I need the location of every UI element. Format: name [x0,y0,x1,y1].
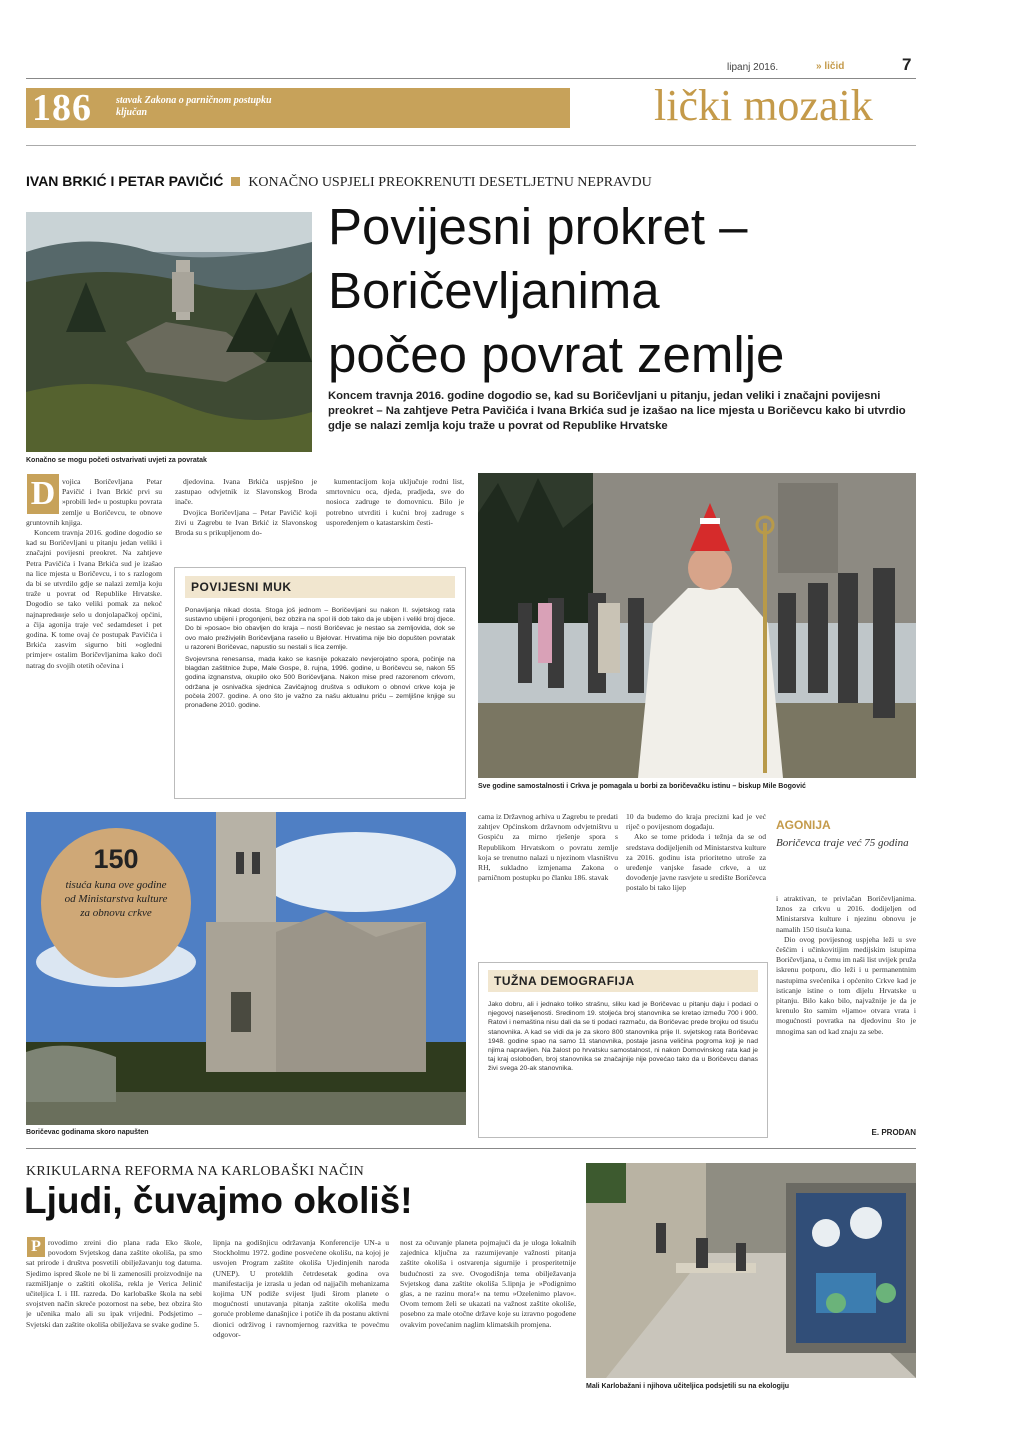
header-section-tag: » ličid [816,61,845,72]
badge-number: 150 [93,844,139,874]
title-line-3: počeo povrat zemlje [328,326,785,383]
box1-p1: Ponavljanja nikad dosta. Stoga još jednom – Boričevljani su nakon II. svjetskog rata sustavno ubijeni i progonjeni, bez obzira na spol ili dob tako da je ubijen i veliki broj djece. Do bi »posao« bio obavljen do kraja – nosti Boričevac je nestao sa zemljovida, dok se ovo malo preživjelih Boričevljana raselio u Bjelovar. Hrvatima nije bio dopušten povratak u razoreni Boričevac, napustio su nestali s lica zemlje. [185,607,455,651]
section-divider [26,1148,916,1149]
badge-150 [41,828,191,978]
header-number: 186 [32,87,92,129]
kids-photo-illustration [586,1163,916,1378]
agonija-title: AGONIJA [776,818,831,832]
box2-title: TUŽNA DEMOGRAFIJA [488,970,758,992]
col2-p1: djedovina. Ivana Brkića uspješno je zastupao odvjetnik iz Slavonskog Broda inače. [175,477,317,507]
box1-p2: Svojevrsna renesansa, mada kako se kasnije pokazalo nevjerojatno spora, počinje na blagdan zaštitnice župe, Male Gospe, 8. rujna, 1996. godine, u Boričevcu se, nakon 55 godina izgnanstva, okupilo oko 500 Boričevljana. Nakon mise pred razorenom crkvom, održana je osnivačka sjednica Zavičajnog društva s odlukom o obnovi crkve koja je počela 2007. godine. A ono što je važno za našu aktualnu priču – zemljišne knjige su pronađene 2010. godine. [185,656,455,710]
header-rule [26,78,916,79]
article1-title [328,195,784,387]
article1-kicker [26,173,652,191]
article1-photo-landscape [26,212,312,452]
article1-col4 [478,812,618,958]
col1-intro-float [26,477,62,517]
box-povijesni-muk [174,567,466,799]
box1-title: POVIJESNI MUK [185,576,455,598]
landscape-photo-illustration [26,212,312,452]
photo4-caption: Mali Karlobažani i njihova učiteljica podsjetili su na ekologiju [586,1383,790,1390]
article1-lead: Koncem travnja 2016. godine dogodio se, kad su Boričevljani u pitanju, jedan veliki i značajni povijesni preokret – Na zahtjeve Petra Pavičića i Ivana Brkića sud je izašao na lice mjesta u Boričevcu kako bi utvrdio gdje se nalazi zemlja koju traže u povrat od Republike Hrvatske [328,390,906,432]
box2-p1: Jako dobru, ali i jednako toliko strašnu, sliku kad je Boričevac u pitanju daju i podaci o njegovoj naseljenosti. Sredinom 19. stoljeća broj stanovnika se kretao između 700 i 900. Ratovi i nemaština nisu dali da se ti podaci razmaču, da Boričevac prede brojku od tisuću stanovnika. A kad se vidi da je za skoro 800 stanovnika prije II. svjetskog rata Boričevac 1948. godine spao na samo 11 stanovnika, postaje jasna veličina pogroma koji je nad njima napravljen. Na žalost po hrvatsku samostalnost, ni nakon Domovinskog rata kad je taj kraj oslobođen, broj stanovnika se značajnije nije povećao tako da u Boričevcu danas živi svega 20-ak stanovnika. [488,1001,758,1073]
article2-kicker: KRIKULARNA REFORMA NA KARLOBAŠKI NAČIN [26,1164,365,1179]
bishop-photo-illustration [478,473,916,778]
photo2-caption: Sve godine samostalnosti i Crkva je pomagala u borbi za boričevačku istinu – biskup Mile Bogović [478,783,806,790]
author-signature: E. PRODAN [871,1128,916,1137]
title-line-2: Boričevljanima [328,262,660,319]
article1-col6 [776,894,916,1126]
col6-p1: i atraktivan, te privlačan Boričevljanima. Iznos za crkvu u 2016. dodijeljen od Ministarstva kulture i njezinu obnovu je namalih 150 tisuća kuna. [776,894,916,934]
article2-title: Ljudi, čuvajmo okoliš! [24,1180,413,1221]
article1-col3 [326,477,464,561]
col5-p1: 10 da budemo do kraja precizni kad je već riječ o povijesnom događaju. [626,812,766,832]
kicker-authors: IVAN BRKIĆ I PETAR PAVIČIĆ [26,173,224,189]
dropcap-d: D [27,474,59,514]
article1-photo-bishop [478,473,916,778]
agonija-box [776,818,916,886]
col6-p2: Dio ovog povijesnog uspjeha leži u sve češćim i učinkovitijim medijskim istupima Boričevljana, u čemu im naši list uvijek pruža iskrenu potporu, dio leži i u permanentnim nastupima svećenika i općenito Crkve kad je isticanje istine o tom dijelu Hrvatske u pitanju. Bilo kako bilo, najvažnije je da je krenulo što samim »ljamo« otvara vrata i mogućnosti povratka na djedovinu što je mnogima san od kad znaju za sebe. [776,934,916,1036]
col4-p1: cama iz Državnog arhiva u Zagrebu te predati zahtjev Općinskom državnom odvjetništvu u Gospiću za mirno rješenje spora s Republikom Hrvatskom o povratu zemlje koja se trenutno nalazi u njezinom vlasništvu RH, sukladno izmjenama Zakona o parničnom postupku po članku 186. stavak [478,812,618,883]
title-line-1: Povijesni prokret – [328,198,748,255]
article1-col5 [626,812,766,958]
header-date: lipanj 2016. [727,62,779,73]
article1-col1 [26,477,162,805]
kicker-square-icon [231,177,240,186]
number-band [26,88,570,128]
article2-col1 [26,1238,202,1400]
photo3-caption: Boričevac godinama skoro napušten [26,1129,149,1136]
col1-p2: Koncem travnja 2016. godine dogodio se kad su Boričevljani u pitanju jedan veliki i značajni povijesni preokret. Na zahtjeve Petra Pavičića i Ivana Brkića sud je izašao na lice mjesta u Boričevcu, i to s razlogom da bi se utvrdilo gdje se nalazi zemlja koju traže u povrat od Republike Hrvatske. Dogodio se tako veliki pomak za nekoć najnapredније selo u donjolapačkoj općini, a čija agonija traje već sedamdeset i pet godina. K tome ovaj će postupak Pavičića i Brkića zasvim sigurno biti »ogledni primjer« ostalim Boričevljanima kako doći natrag do svojih otetih očevina i [26,528,162,670]
article2-photo-kids [586,1163,916,1378]
article2-col3 [400,1238,576,1400]
header-rule-bottom [26,145,916,146]
photo1-caption: Konačno se mogu početi ostvarivati uvjeti za povratak [26,457,207,464]
header-number-caption: stavak Zakona o parničnom postupku ključan [116,95,272,118]
agonija-text: Boričevca traje već 75 godina [776,837,909,849]
page-number: 7 [902,55,912,74]
article2-col1-text: rovodimo zreini dio plana rada Eko škole, povodom Svjetskog dana zaštite okoliša, pa smo sat prirode i društva posvetili obilježavanju tog datuma. Sjedimo ispred škole ne bi li zamenosili proizvodnije na razmišljanje o zaštiti okoliša, rekla je Verica Jelinić učiteljica I. i III. razreda. Do karlobaške škola na sebi svojstven način skreće pozornost na sebe, bez obzira što je učenika malo ali su ipak vrijedni. Podsjetimo – Svjetski dan zaštite okoliša obilježava se svake godine 5. [26,1238,202,1329]
dropcap-p: P [27,1237,45,1257]
kicker-text: KONAČNO USPJELI PREOKRENUTI DESETLJETNU NEPRAVDU [248,175,652,190]
article2-col2-text: lipnja na godišnjicu održavanja Konferencije UN-a u Stockholmu 1972. godine posvećene okolišu, na kojoj je usvojen Program zaštite okoliša Ujedinjenih naroda (UNEP). U proteklih četrdesetak godina ova manifestacija je izrasla u jedan od najjačih mehanizama kojima UN podiže svijest ljudi širom planete o mogućnosti unutavanja pitanja zaštite okoliša među goruće probleme današnjice i potiče ih da postanu aktivni dionici održivog i ravnomjernog razvitka te povećmu odgovor- [213,1238,389,1339]
badge-text: tisuća kuna ove godine od Ministarstva kulture za obnovu crkve [64,879,168,919]
box-tuzna-demografija [478,962,768,1138]
article1-col2 [175,477,317,561]
article2-col2 [213,1238,389,1400]
article2-dropcap-float [26,1238,48,1258]
col1-p1: vojica Boričevljana Petar Pavičić i Ivan Brkić prvi su »probili led« u postupku povrata zemlje u Boričevcu, te obnove gruntovnih knjiga. [26,477,162,527]
article2-col3-text: nost za očuvanje planeta pojmajući da je uloga lokalnih zajednica ključna za razumijevanje važnosti pitanja zaštite okoliša i ostvarenja sigurnije i prosperitetnije budućnosti za sve. Ovogodišnja tema obilježavanja Svjetskog dana zaštite okoliša 5.lipnja je »Podignimo glas, a ne razinu mora!« na temu »Ozelenimo plavo«. Ovom temom želi se ukazati na važnost zaštite okoliše, posebno za male otočne države koje su izravno pogođene ovakvim povećanim naglim klimatskih promjena. [400,1238,576,1329]
col5-p2: Ako se tome pridoda i težnja da se od sredstava dodijeljenih od Ministarstva kulture za 2016. godinu ista prioritetno utroše za uređenje vanjske fasade crkve, a uz dovođenje javne rasvjete u središte Boričevca postalo bi tako lijep [626,832,766,893]
col2-p2: Dvojica Boričevljana – Petar Pavičić koji živi u Zagrebu te Ivan Brkić iz Slavonskog Broda su s prikupljenom do- [175,507,317,538]
section-title: lički mozaik [654,81,873,130]
col3-p1: kumentacijom koja uključuje rodni list, smrtovnicu oca, djeda, pradjeda, sve do nosioca zadruge te domovnicu. Bilo je potrebno utvrditi i kućni broj zadruge s uspoređenjem o katastarskim česti- [326,477,464,527]
